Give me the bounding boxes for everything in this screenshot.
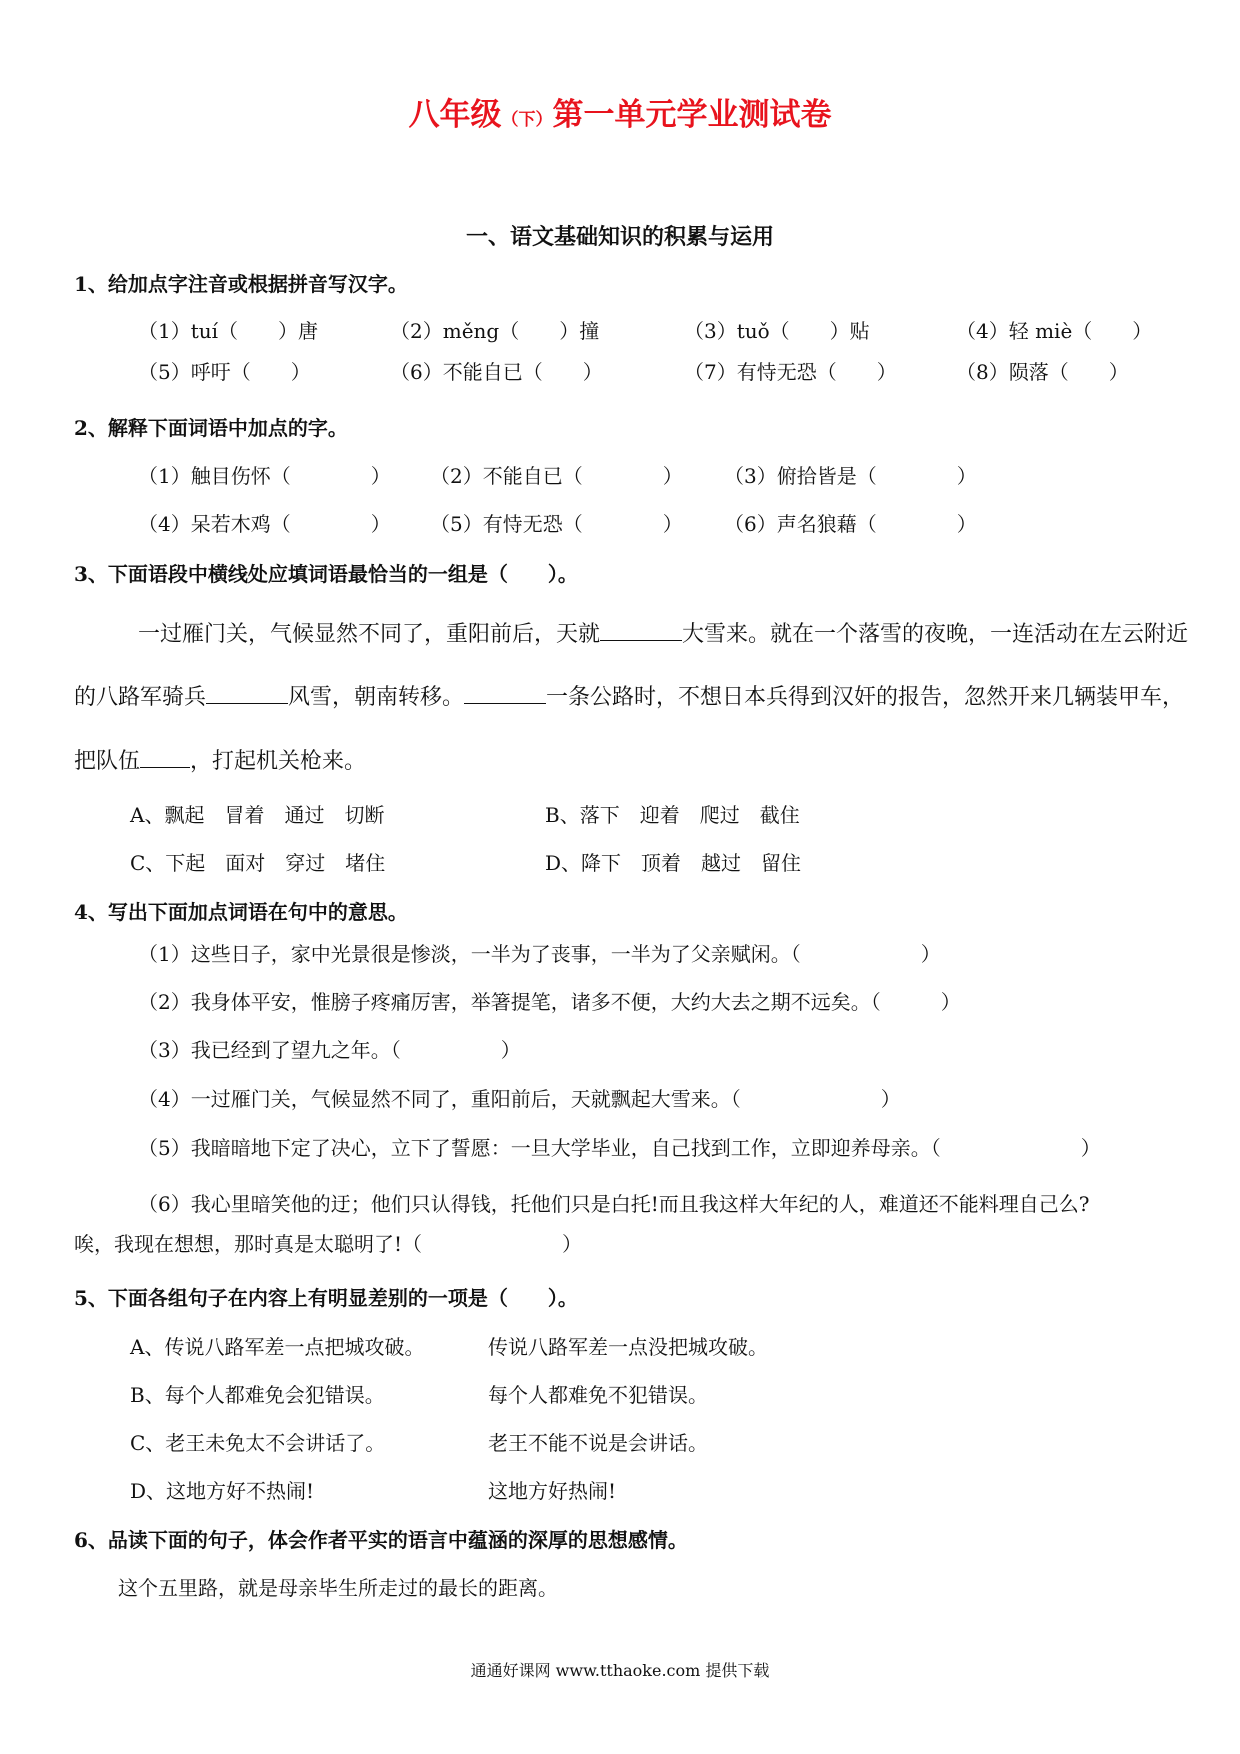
q3-para-line-3 bbox=[74, 749, 366, 773]
q5-row-a-left: A、传说八路军差一点把城攻破。 bbox=[130, 1335, 425, 1359]
q4-item-6: （6）我心里暗笑他的迂；他们只认得钱，托他们只是白托!而且我这样大年纪的人，难道还不能料理自己么? bbox=[138, 1192, 1090, 1216]
q1-item-7: （7）有恃无恐（ ） bbox=[684, 360, 897, 384]
q5-row-a-right: 传说八路军差一点没把城攻破。 bbox=[488, 1335, 768, 1359]
q2-item-4: （4）呆若木鸡（ ） bbox=[138, 512, 391, 536]
q5-row-d-right: 这地方好热闹! bbox=[488, 1479, 617, 1503]
title-volume: （下） bbox=[501, 110, 553, 130]
q6-text: 这个五里路，就是母亲毕生所走过的最长的距离。 bbox=[118, 1576, 558, 1600]
footer-source: 通通好课网 www.tthaoke.com 提供下载 bbox=[470, 1661, 770, 1680]
q1-item-2: （2）měng（ ）撞 bbox=[390, 319, 600, 343]
q1-item-8: （8）陨落（ ） bbox=[956, 360, 1129, 384]
q2-item-5: （5）有恃无恐（ ） bbox=[430, 512, 683, 536]
q1-item-4: （4）轻 miè（ ） bbox=[956, 319, 1153, 343]
q4-prompt: 4、写出下面加点词语在句中的意思。 bbox=[74, 900, 408, 924]
page-title bbox=[0, 97, 1240, 133]
q4-item-5: （5）我暗暗地下定了决心，立下了誓愿：一旦大学毕业，自己找到工作，立即迎养母亲。（ ） bbox=[138, 1136, 1101, 1160]
q1-item-5: （5）呼吁（ ） bbox=[138, 360, 311, 384]
q4-item-4: （4）一过雁门关，气候显然不同了，重阳前后，天就飘起大雪来。（ ） bbox=[138, 1087, 901, 1111]
q3-blank-4 bbox=[140, 749, 190, 768]
q3-text-4: 风雪，朝南转移。 bbox=[288, 685, 465, 710]
q4-item-6-cont: 唉，我现在想想，那时真是太聪明了!（ ） bbox=[74, 1232, 583, 1256]
q3-text-6: 把队伍 bbox=[74, 749, 141, 774]
q3-para-line-2 bbox=[74, 685, 1184, 709]
q3-blank-2 bbox=[206, 685, 288, 704]
q3-option-d: D、降下 顶着 越过 留住 bbox=[545, 851, 802, 875]
q3-text-1: 一过雁门关，气候显然不同了，重阳前后，天就 bbox=[138, 622, 601, 647]
q5-prompt: 5、下面各组句子在内容上有明显差别的一项是（ ）。 bbox=[74, 1286, 578, 1310]
title-grade: 八年级 bbox=[408, 97, 502, 133]
q3-option-a: A、飘起 冒着 通过 切断 bbox=[130, 803, 385, 827]
q2-item-1: （1）触目伤怀（ ） bbox=[138, 464, 391, 488]
q3-option-b: B、落下 迎着 爬过 截住 bbox=[545, 803, 800, 827]
q1-item-1: （1）tuí（ ）唐 bbox=[138, 319, 319, 343]
title-unit: 第一单元学业测试卷 bbox=[552, 97, 832, 133]
q5-row-b-left: B、每个人都难免会犯错误。 bbox=[130, 1383, 385, 1407]
q2-item-6: （6）声名狼藉（ ） bbox=[724, 512, 977, 536]
q3-prompt: 3、下面语段中横线处应填词语最恰当的一组是（ ）。 bbox=[74, 562, 578, 586]
q2-item-3: （3）俯拾皆是（ ） bbox=[724, 464, 977, 488]
q5-row-d-left: D、这地方好不热闹! bbox=[130, 1479, 315, 1503]
q6-prompt: 6、品读下面的句子，体会作者平实的语言中蕴涵的深厚的思想感情。 bbox=[74, 1528, 688, 1552]
q5-row-c-right: 老王不能不说是会讲话。 bbox=[488, 1431, 708, 1455]
q4-item-3: （3）我已经到了望九之年。（ ） bbox=[138, 1038, 521, 1062]
q3-blank-3 bbox=[464, 685, 546, 704]
section-heading: 一、语文基础知识的积累与运用 bbox=[465, 224, 774, 250]
q1-prompt: 1、给加点字注音或根据拼音写汉字。 bbox=[74, 272, 408, 296]
q5-row-b-right: 每个人都难免不犯错误。 bbox=[488, 1383, 708, 1407]
q3-text-7: ，打起机关枪来。 bbox=[190, 749, 367, 774]
q1-item-3: （3）tuǒ（ ）贴 bbox=[684, 319, 870, 343]
q2-prompt: 2、解释下面词语中加点的字。 bbox=[74, 416, 348, 440]
q3-blank-1 bbox=[600, 622, 682, 641]
q3-para-line-1 bbox=[138, 622, 1188, 646]
q3-text-5: 一条公路时，不想日本兵得到汉奸的报告，忽然开来几辆装甲车， bbox=[546, 685, 1185, 710]
q4-item-2: （2）我身体平安，惟膀子疼痛厉害，举箸提笔，诸多不便，大约大去之期不远矣。（ ） bbox=[138, 990, 961, 1014]
q4-item-1: （1）这些日子，家中光景很是惨淡，一半为了丧事，一半为了父亲赋闲。（ ） bbox=[138, 942, 941, 966]
q3-text-2: 大雪来。就在一个落雪的夜晚，一连活动在左云附近 bbox=[682, 622, 1189, 647]
q3-text-3: 的八路军骑兵 bbox=[74, 685, 207, 710]
q3-option-c: C、下起 面对 穿过 堵住 bbox=[130, 851, 386, 875]
q1-item-6: （6）不能自已（ ） bbox=[390, 360, 603, 384]
q2-item-2: （2）不能自已（ ） bbox=[430, 464, 683, 488]
q5-row-c-left: C、老王未免太不会讲话了。 bbox=[130, 1431, 386, 1455]
